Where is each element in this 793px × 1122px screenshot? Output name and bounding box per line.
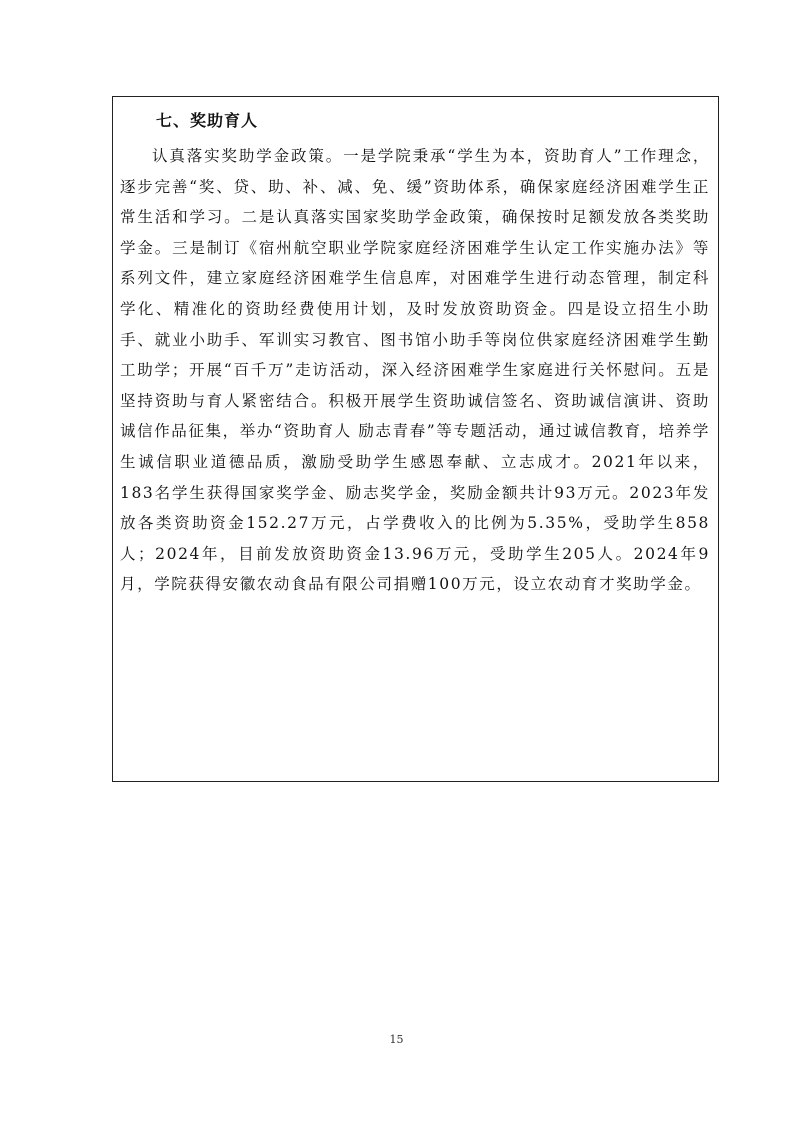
section-heading: 七、奖助育人 [156, 111, 259, 130]
content-box [112, 96, 719, 782]
page-number: 15 [389, 1033, 404, 1046]
section-paragraph: 认真落实奖助学金政策。一是学院秉承“学生为本，资助育人”工作理念，逐步完善“奖、贷、助、补、减、免、缓”资助体系，确保家庭经济困难学生正常生活和学习。二是认真落实国家奖助学金政策，确保按时足额发放各类奖助学金。三是制订《宿州航空职业学院家庭经济困难学生认定工作实施办法》等系列文件，建立家庭经济困难学生信息库，对困难学生进行动态管理，制定科学化、精准化的资助经费使用计划，及时发放资助资金。四是设立招生小助手、就业小助手、军训实习教官、图书馆小助手等岗位供家庭经济困难学生勤工助学；开展“百千万”走访活动，深入经济困难学生家庭进行关怀慰问。五是坚持资助与育人紧密结合。积极开展学生资助诚信签名、资助诚信演讲、资助诚信作品征集，举办“资助育人 励志青春”等专题活动，通过诚信教育，培养学生诚信职业道德品质，激励受助学生感恩奉献、立志成才。2021年以来，183名学生获得国家奖学金、励志奖学金，奖励金额共计93万元。2023年发放各类资助资金152.27万元，占学费收入的比例为5.35%，受助学生858人；2024年，目前发放资助资金13.96万元，受助学生205人。2024年9月，学院获得安徽农动食品有限公司捐赠100万元，设立农动育才奖助学金。 [120, 147, 710, 594]
